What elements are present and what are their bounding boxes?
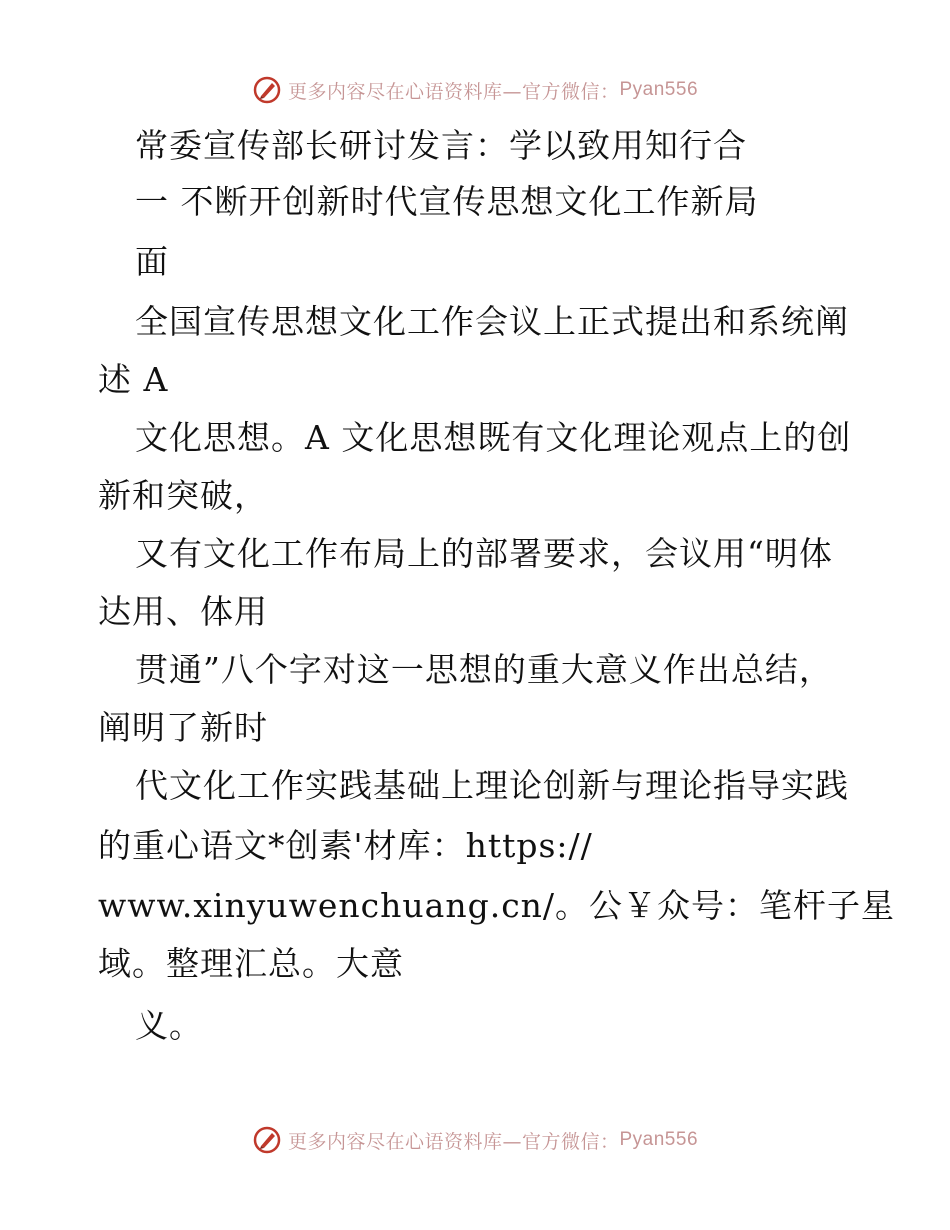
pen-logo-icon xyxy=(252,1125,282,1155)
body-line: 达用、体用 xyxy=(98,592,268,631)
body-line: 贯通”八个字对这一思想的重大意义作出总结， xyxy=(135,650,833,689)
pen-logo-icon xyxy=(252,75,282,105)
body-line: 新和突破， xyxy=(98,476,268,515)
watermark-wechat-id: Pyan556 xyxy=(619,79,699,100)
footer-watermark xyxy=(0,1120,950,1160)
watermark-text: 更多内容尽在心语资料库—官方微信： xyxy=(287,1130,620,1153)
body-line: 常委宣传部长研讨发言：学以致用知行合 xyxy=(135,126,747,165)
watermark-text: 更多内容尽在心语资料库—官方微信： xyxy=(287,80,620,103)
body-line: 又有文化工作布局上的部署要求，会议用“明体 xyxy=(135,534,833,573)
body-line: 义。 xyxy=(135,1006,203,1045)
body-line: 一 不断开创新时代宣传思想文化工作新局 xyxy=(135,182,759,221)
body-line: 阐明了新时 xyxy=(98,708,268,747)
header-watermark xyxy=(0,70,950,110)
body-line: www.xinyuwenchuang.cn/。公￥众号：笔杆子星 xyxy=(98,886,896,925)
watermark-wechat-id: Pyan556 xyxy=(619,1129,699,1150)
body-line: 代文化工作实践基础上理论创新与理论指导实践 xyxy=(135,766,849,805)
body-line: 面 xyxy=(135,242,169,281)
body-line: 文化思想。A 文化思想既有文化理论观点上的创 xyxy=(135,418,852,457)
body-line: 域。整理汇总。大意 xyxy=(98,944,404,983)
body-line: 的重心语文*创素'材库：https:// xyxy=(98,826,593,865)
body-line: 述 A xyxy=(98,360,169,399)
body-line: 全国宣传思想文化工作会议上正式提出和系统阐 xyxy=(135,302,849,341)
